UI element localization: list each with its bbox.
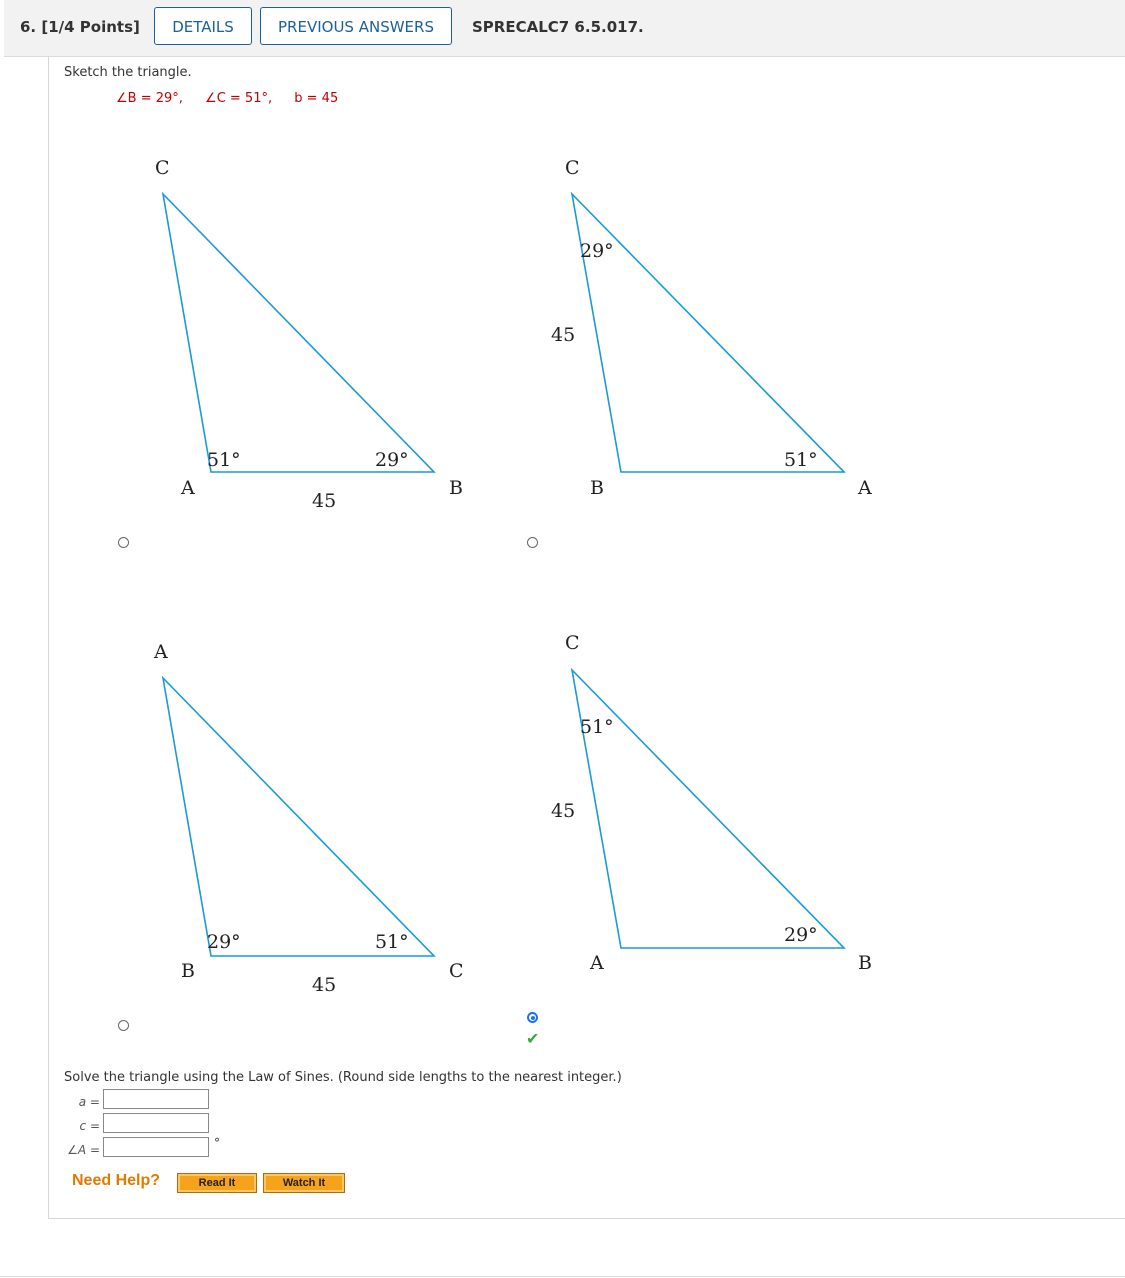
given-angle-b: ∠B = 29°,: [116, 91, 183, 106]
vertex-label: C: [565, 157, 580, 179]
vertex-label: C: [449, 960, 464, 982]
given-angle-c: ∠C = 51°,: [205, 91, 273, 106]
vertex-label: B: [181, 960, 195, 982]
angle-label: 51°: [784, 449, 818, 471]
angle-a-label: ∠A =: [67, 1143, 100, 1157]
read-it-button[interactable]: Read It: [177, 1173, 257, 1193]
angle-label: 51°: [580, 716, 614, 738]
given-side-b: b = 45: [294, 91, 339, 106]
option-3-radio[interactable]: [118, 1020, 129, 1031]
question-label: 6. [1/4 Points]: [20, 18, 140, 36]
need-help-label: Need Help?: [72, 1172, 161, 1189]
side-label: 45: [312, 490, 337, 512]
vertex-label: B: [590, 477, 604, 499]
triangle-option-4[interactable]: [551, 632, 872, 974]
question-code: SPRECALC7 6.5.017.: [472, 18, 644, 36]
vertex-label: C: [155, 157, 170, 179]
side-label: 45: [551, 800, 576, 822]
triangle-option-3[interactable]: [153, 641, 464, 996]
side-label: 45: [551, 324, 576, 346]
vertex-label: A: [590, 952, 604, 974]
details-button[interactable]: DETAILS: [154, 7, 252, 45]
sketch-prompt: Sketch the triangle.: [64, 65, 192, 80]
angle-label: 29°: [375, 449, 409, 471]
vertex-label: A: [181, 477, 195, 499]
triangle-option-1[interactable]: [155, 157, 463, 512]
side-label: 45: [312, 974, 337, 996]
triangle-option-2[interactable]: [551, 157, 872, 499]
angle-label: 29°: [784, 924, 818, 946]
vertex-label: B: [449, 477, 463, 499]
option-4-radio[interactable]: [527, 1012, 538, 1023]
option-1-radio[interactable]: [118, 537, 129, 548]
vertex-label: A: [858, 477, 872, 499]
angle-a-input[interactable]: [103, 1137, 209, 1157]
previous-answers-button[interactable]: PREVIOUS ANSWERS: [260, 7, 452, 45]
solve-prompt: Solve the triangle using the Law of Sines. (Round side lengths to the nearest integer.): [64, 1070, 622, 1085]
vertex-label: A: [154, 641, 168, 663]
angle-label: 51°: [207, 449, 241, 471]
correct-check-icon: ✔: [526, 1029, 540, 1048]
a-input[interactable]: [103, 1089, 209, 1109]
angle-label: 51°: [375, 931, 409, 953]
watch-it-button[interactable]: Watch It: [263, 1173, 345, 1193]
c-input[interactable]: [103, 1113, 209, 1133]
degree-symbol: °: [214, 1136, 220, 1150]
vertex-label: B: [858, 952, 872, 974]
angle-label: 29°: [580, 240, 614, 262]
c-label: c =: [79, 1119, 100, 1133]
option-2-radio[interactable]: [527, 537, 538, 548]
vertex-label: C: [565, 632, 580, 654]
a-label: a =: [78, 1095, 100, 1109]
angle-label: 29°: [207, 931, 241, 953]
